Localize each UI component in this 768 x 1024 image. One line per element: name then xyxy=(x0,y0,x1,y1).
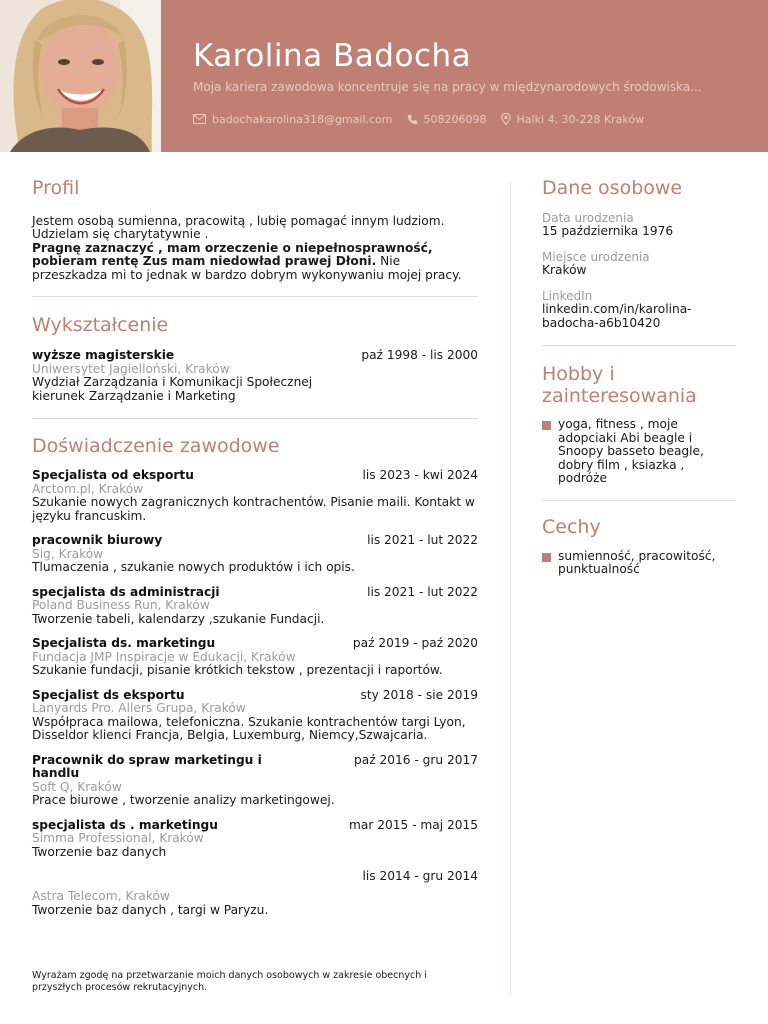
address-text: Halki 4, 30-228 Kraków xyxy=(516,112,645,126)
personal-birth-date xyxy=(542,212,736,239)
traits-item xyxy=(542,550,736,577)
education-school: Uniwersytet Jagielloński, Kraków xyxy=(32,361,230,376)
personal-linkedin xyxy=(542,290,736,331)
job-entry xyxy=(32,819,478,860)
birth-date-value: 15 października 1976 xyxy=(542,224,674,239)
job-org: Lanyards Pro. Allers Grupa, Kraków xyxy=(32,701,246,716)
hobby-item xyxy=(542,418,736,486)
job-dates: lis 2014 - gru 2014 xyxy=(362,869,478,884)
job-dates: paź 2019 - paź 2020 xyxy=(352,636,478,651)
job-dates: lis 2023 - kwi 2024 xyxy=(362,468,478,483)
education-desc-2: kierunek Zarządzanie i Marketing xyxy=(32,388,236,403)
traits-heading: Cechy xyxy=(542,515,601,538)
job-title: Specjalist ds eksportu xyxy=(32,687,185,702)
job-desc: Współpraca mailowa, telefoniczna. Szukanie kontrachentów targi Lyon, Disseldor klienci Francja, Belgia, Luxemburg, Niemcy,Szwajcaria. xyxy=(32,714,466,743)
section-divider xyxy=(542,500,736,501)
hobby-heading-line-2: zainteresowania xyxy=(542,385,697,408)
experience-heading: Doświadczenie zawodowe xyxy=(32,435,280,458)
profile-heading: Profil xyxy=(32,177,80,199)
job-dates: lis 2021 - lut 2022 xyxy=(367,533,478,548)
location-pin-icon xyxy=(501,113,511,125)
linkedin-label: LinkedIn xyxy=(542,288,593,303)
candidate-name: Karolina Badocha xyxy=(193,38,472,74)
job-desc: Szukanie fundacji, pisanie krótkich tekstow , prezentacji i raportów. xyxy=(32,663,443,678)
column-divider xyxy=(510,182,511,994)
job-dates: lis 2021 - lut 2022 xyxy=(367,584,478,599)
profile-rest: Nie przeszkadza mi to jednak w bardzo dobrym wykonywaniu mojej pracy. xyxy=(32,254,462,282)
job-dates: paź 2016 - gru 2017 xyxy=(354,752,478,767)
gdpr-consent-note: Wyrażam zgodę na przetwarzanie moich danych osobowych w zakresie obecnych i przyszłych procesów rekrutacyjnych. xyxy=(32,970,427,993)
contact-phone[interactable] xyxy=(407,113,487,126)
hobby-heading-line-1: Hobby i xyxy=(542,363,615,386)
job-dates: sty 2018 - sie 2019 xyxy=(360,687,478,702)
job-desc: Szukanie nowych zagranicznych kontrachentów. Pisanie maili. Kontakt w języku francuskim. xyxy=(32,495,475,523)
hobby-heading xyxy=(542,363,736,407)
job-title: Specjalista od eksportu xyxy=(32,468,194,483)
section-divider xyxy=(32,296,478,297)
linkedin-url-part-2: badocha-a6b10420 xyxy=(542,315,661,330)
job-title: specjalista ds . marketingu xyxy=(32,817,218,832)
traits-text: sumienność, pracowitość, punktualność xyxy=(558,548,716,577)
education-entry xyxy=(32,349,478,403)
job-dates: mar 2015 - maj 2015 xyxy=(348,817,478,832)
job-title: Specjalista ds. marketingu xyxy=(32,636,216,651)
profile-bold-note: Pragnę zaznaczyć , mam orzeczenie o niepełnosprawność, pobieram rentę Zus mam niedowład prawej Dłoni. xyxy=(32,240,433,269)
birth-date-label: Data urodzenia xyxy=(542,210,634,225)
personal-birth-place xyxy=(542,251,736,278)
tagline: Moja kariera zawodowa koncentruje się na pracy w międzynarodowych środowiska... xyxy=(193,80,702,94)
education-degree: wyższe magisterskie xyxy=(32,348,175,363)
bullet-square-icon xyxy=(542,553,551,562)
section-divider xyxy=(32,418,478,419)
left-column xyxy=(32,178,478,917)
right-column xyxy=(542,178,736,577)
job-entry xyxy=(32,689,478,743)
job-entry xyxy=(32,586,478,627)
job-desc: Tworzenie baz danych , targi w Paryzu. xyxy=(32,902,269,917)
job-org: Fundacja JMP Inspiracje w Edukacji, Kraków xyxy=(32,649,296,664)
profile-line: Jestem osobą sumienna, pracowitą , lubię pomagać innym ludziom. Udzielam się charytatywnie . xyxy=(32,213,445,242)
job-desc: Tworzenie baz danych xyxy=(32,844,167,859)
header-banner xyxy=(0,0,768,152)
job-entry xyxy=(32,870,478,917)
contact-address xyxy=(501,113,645,126)
job-entry xyxy=(32,754,478,808)
job-desc: Tlumaczenia , szukanie nowych produktów i ich opis. xyxy=(32,560,355,575)
job-entry xyxy=(32,469,478,523)
job-entry xyxy=(32,637,478,678)
job-org: Poland Business Run, Kraków xyxy=(32,598,210,613)
job-desc: Tworzenie tabeli, kalendarzy ,szukanie Fundacji. xyxy=(32,611,325,626)
email-text: badochakarolina318@gmail.com xyxy=(212,112,393,126)
job-title: Pracownik do spraw marketingu i handlu xyxy=(32,752,262,781)
linkedin-url-part-1: linkedin.com/in/karolina- xyxy=(542,302,692,317)
contact-email[interactable] xyxy=(193,113,393,126)
birth-place-value: Kraków xyxy=(542,263,587,278)
phone-text: 508206098 xyxy=(423,112,487,126)
education-heading: Wykształcenie xyxy=(32,314,169,337)
section-divider xyxy=(542,345,736,346)
birth-place-label: Miejsce urodzenia xyxy=(542,249,650,264)
hobby-text: yoga, fitness , moje adopciaki Abi beagle i Snoopy basseto beagle, dobry film , ksiazka , podróże xyxy=(558,417,704,486)
job-title: specjalista ds administracji xyxy=(32,584,220,599)
education-dates: paź 1998 - lis 2000 xyxy=(361,348,478,363)
job-org: Astra Telecom, Kraków xyxy=(32,889,170,904)
job-entry xyxy=(32,534,478,575)
phone-icon xyxy=(407,114,418,125)
job-org: Simma Professional, Kraków xyxy=(32,831,204,846)
job-org: Soft Q, Kraków xyxy=(32,779,122,794)
job-org: Arctom.pl, Kraków xyxy=(32,481,144,496)
linkedin-link[interactable] xyxy=(542,303,736,330)
personal-heading: Dane osobowe xyxy=(542,177,683,199)
job-title: pracownik biurowy xyxy=(32,533,163,548)
mail-icon xyxy=(193,114,206,124)
profile-text xyxy=(32,215,478,283)
contact-row xyxy=(193,112,658,126)
job-org: Sig, Kraków xyxy=(32,546,104,561)
job-desc: Prace biurowe , tworzenie analizy marketingowej. xyxy=(32,793,335,808)
bullet-square-icon xyxy=(542,421,551,430)
education-desc-1: Wydział Zarządzania i Komunikacji Społecznej xyxy=(32,375,313,390)
profile-photo xyxy=(0,0,161,152)
